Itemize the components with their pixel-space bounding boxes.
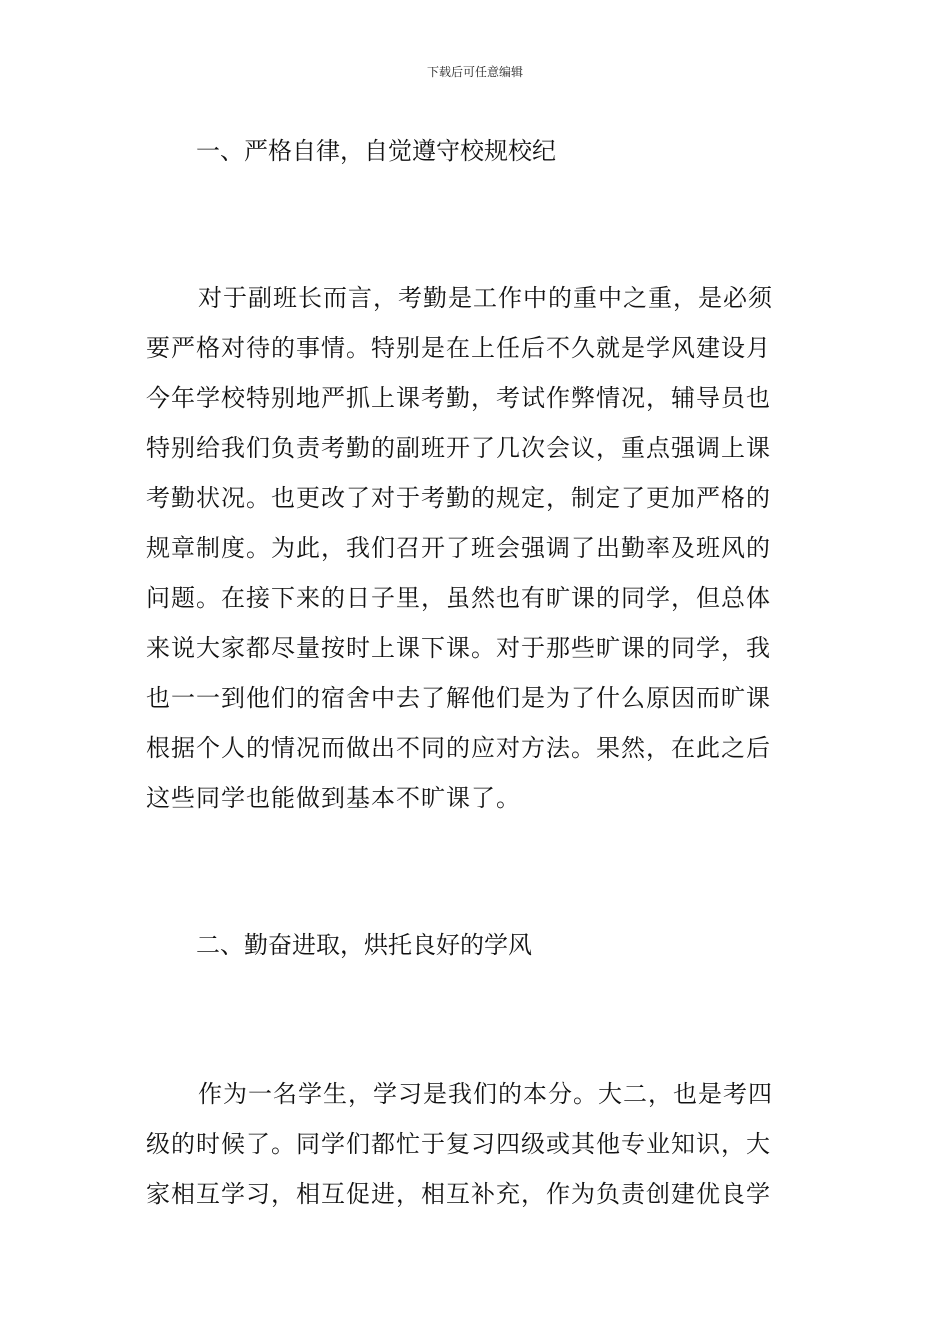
paragraph-line: 家相互学习，相互促进，相互补充，作为负责创建优良学 [146,1180,771,1208]
paragraph-line: 也一一到他们的宿舍中去了解他们是为了什么原因而旷课 [146,684,771,712]
paragraph-line: 根据个人的情况而做出不同的应对方法。果然，在此之后 [146,734,771,762]
page-header: 下载后可任意编辑 [426,65,523,79]
paragraph-2 [146,1069,806,1219]
paragraph-line: 考勤状况。也更改了对于考勤的规定，制定了更加严格的 [146,484,771,512]
paragraph-line: 来说大家都尽量按时上课下课。对于那些旷课的同学，我 [146,634,771,662]
paragraph-line: 特别给我们负责考勤的副班开了几次会议，重点强调上课 [146,434,771,462]
paragraph-line: 作为一名学生，学习是我们的本分。大二，也是考四 [198,1080,773,1108]
section-heading-1: 一、严格自律，自觉遵守校规校纪 [196,137,556,165]
paragraph-1 [146,273,806,823]
paragraph-line: 规章制度。为此，我们召开了班会强调了出勤率及班风的 [146,534,771,562]
paragraph-line: 今年学校特别地严抓上课考勤，考试作弊情况，辅导员也 [146,384,771,412]
paragraph-line: 问题。在接下来的日子里，虽然也有旷课的同学，但总体 [146,584,771,612]
paragraph-line: 级的时候了。同学们都忙于复习四级或其他专业知识，大 [146,1130,771,1158]
section-heading-2: 二、勤奋进取，烘托良好的学风 [196,931,532,959]
paragraph-line: 对于副班长而言，考勤是工作中的重中之重，是必须 [198,284,773,312]
paragraph-line: 这些同学也能做到基本不旷课了。 [146,784,521,812]
paragraph-line: 要严格对待的事情。特别是在上任后不久就是学风建设月 [146,334,771,362]
